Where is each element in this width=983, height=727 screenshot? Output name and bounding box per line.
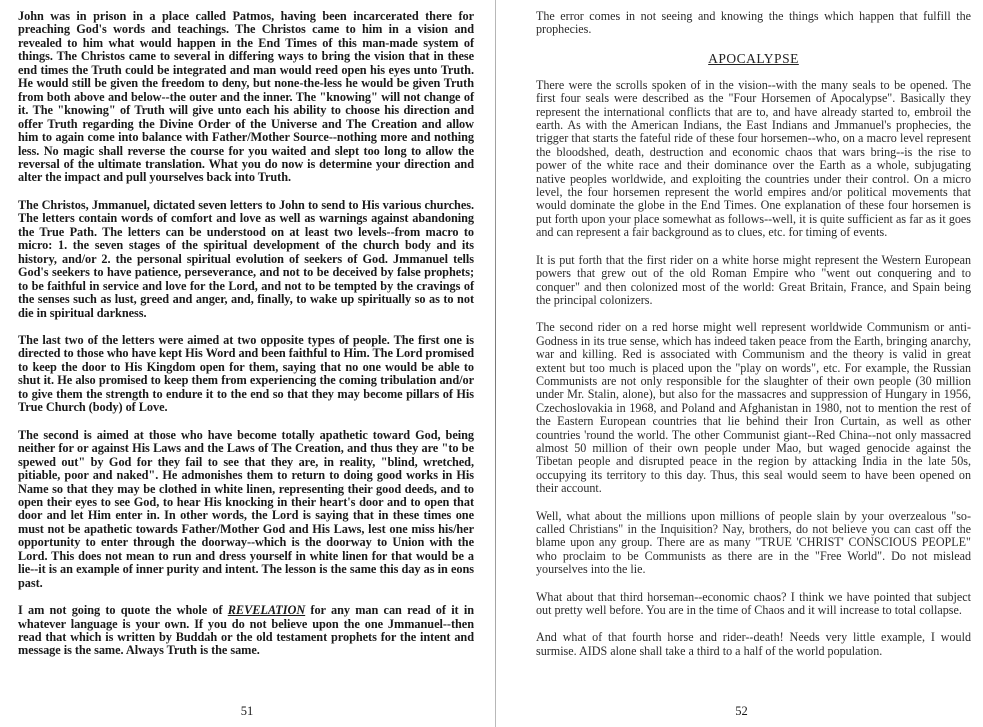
paragraph: And what of that fourth horse and rider--death! Needs very little example, I would surmise. AIDS alone shall take a third to a half of the world population.: [536, 630, 971, 658]
paragraph: The second is aimed at those who have become totally apathetic toward God, being neither for or against His Laws and the Laws of The Creation, and thus they are "to be spewed out" by God for they fail to see that they are, in reality, "blind, wretched, pitiable, poor and naked". He admonishes them to return to doing good works in His Name so that they may be clothed in white linen, representing their good deeds, and to open their eyes to see God, to hear His knocking in their heart's door and to open that door and let Him enter in. In other words, the Lord is saying that in these times one must not be apathetic towards Father/Mother God and His Laws, lest one miss his/her opportunity to enter through the doorway--which is the doorway to Union with the Lord. This does not mean to run and dress yourself in white linen for that would be a lie--it is an example of inner purity and intent. The lesson is the same this day as in eons past.: [18, 427, 474, 590]
paragraph-text: for any man can read of it in whatever language is your own. If you do not believe upon the one Jmmanuel--then read that which is written by Buddah or the old testament prophets for the intent and message is the same. Always Truth is the same.: [18, 603, 475, 658]
paragraph-revelation: [18, 604, 474, 658]
section-heading: APOCALYPSE: [708, 50, 799, 66]
paragraph: It is put forth that the first rider on a white horse might represent the Western European powers that grew out of the old Roman Empire who "went out conquering and to conquer" and then colonized most of the world: Great Britain, France, and Spain being the principal colonizers.: [536, 252, 971, 307]
page-number: 51: [240, 704, 254, 718]
paragraph: The Christos, Jmmanuel, dictated seven letters to John to send to His various churches. The letters contain words of comfort and love as well as warnings against abandoning the True Path. The letters can be understood on at least two levels--from macro to micro: 1. the seven stages of the spiritual development of the church body and its history, and/or 2. the personal spiritual evolution of seekers of God. Jmmanuel tells God's seekers to have patience, perseverance, and not to be deceived by false prophets; to be faithful in service and love for the Lord, and not to be tempted by the cravings of the senses such as lust, greed and anger, and, finally, to wake up spiritually so as to not die in spiritual darkness.: [18, 197, 474, 320]
revelation-reference: REVELATION: [227, 603, 306, 618]
right-page: [500, 0, 983, 727]
paragraph: The last two of the letters were aimed at two opposite types of people. The first one is directed to those who have kept His Word and been faithful to Him. The Lord promised to keep the door to His Kingdom open for them, saying that no one would be able to shut it. He also promised to keep them from experiencing the coming tribulation and/or to give them the strength to endure it to the end so that they may become pillars of His True Church (body) of Love.: [18, 332, 474, 415]
paragraph: Well, what about the millions upon millions of people slain by your overzealous "so-called Christians" in the Inquisition? Nay, brothers, do not believe you can cast off the blame upon any group. There are as many "TRUE 'CHRIST' CONSCIOUS PEOPLE" who proclaim to be Communists as there are in the "Free World". Do not mislead yourselves into the lie.: [536, 508, 971, 577]
paragraph-text: I am not going to quote the whole of: [18, 603, 228, 618]
book-gutter: [495, 0, 496, 727]
paragraph: There were the scrolls spoken of in the vision--with the many seals to be opened. The first four seals were described as the "Four Horsemen of Apocalypse". Basically they represent the international conflicts that are to, and have already started to, embroil the earth. As with the American Indians, the East Indians and Jmmanuel's prophecies, the trigger that starts the fateful ride of these four horsemen--who, on a macro level represent the bloodshed, death, destruction and economic chaos that wars bring--is the rise to power of the white race and their dominance over the Earth as a whole, subjugating native peoples worldwide, and exploiting the countries under their control. On a micro level, the four horsemen represent the world empires and/or political movements that would dominate the globe in the End Times. One explanation of these four horsemen is put forth upon your place somewhat as follows--well, it is quite sufficient as far as it goes and can represent a fair background as to clues, etc. for timing of events.: [536, 77, 971, 240]
paragraph: John was in prison in a place called Patmos, having been incarcerated there for preaching God's words and teachings. The Christos came to him in a vision and revealed to him what would happen in the End Times of this man-made system of things. The Christos came to several in differing ways to bring the vision that in these end times the Truth could be integrated and man would reed open his eyes unto Truth. He would still be given the freedom to deny, but none-the-less he would be given Truth from both above and below--the outer and the inner. The "knowing" will not change of it. The "knowing" of Truth will give unto each his ability to choose his direction and offer Truth regarding the Divine Order of the Universe and The Creation and allow him to again come into balance with Father/Mother Source--nothing more and nothing less. No magic shall reverse the course for you waited and slept too long to allow the reversal of the ultimate translation. What you do now is determine your direction and alter the impact and pull yourselves back into Truth.: [18, 9, 474, 185]
paragraph: What about that third horseman--economic chaos? I think we have pointed that subject out pretty well before. You are in the time of Chaos and it will increase to total collapse.: [536, 589, 971, 618]
paragraph: The second rider on a red horse might well represent worldwide Communism or anti-Godness in its true sense, which has indeed taken peace from the Earth, bringing anarchy, war and killing. Red is associated with Communism and the theory is valid in great extent but too much is placed upon the "play on words", etc. For example, the Russian Communists are not only responsible for the slaughter of their own people (30 million under Mr. Stalin, alone), but also for the massacres and suppression of Hungary in 1956, Czechoslovakia in 1968, and Poland and Afghanistan in 1980, not to mention the rest of the Eastern European countries that lie behind their Iron Curtain, as well as other countries 'round the world. The other Communist giant--Red China--not only massacred almost 50 million of their own people under Mao, but waged genocide against the Tibetan people and disrupted peace in the region by attacking India in the late 50s, occupying its territory to this day. Thus, this seal would seem to have been opened on their account.: [536, 320, 971, 496]
intro-paragraph: The error comes in not seeing and knowing the things which happen that fulfill the prophecies.: [536, 9, 971, 37]
page-number: 52: [735, 704, 748, 718]
